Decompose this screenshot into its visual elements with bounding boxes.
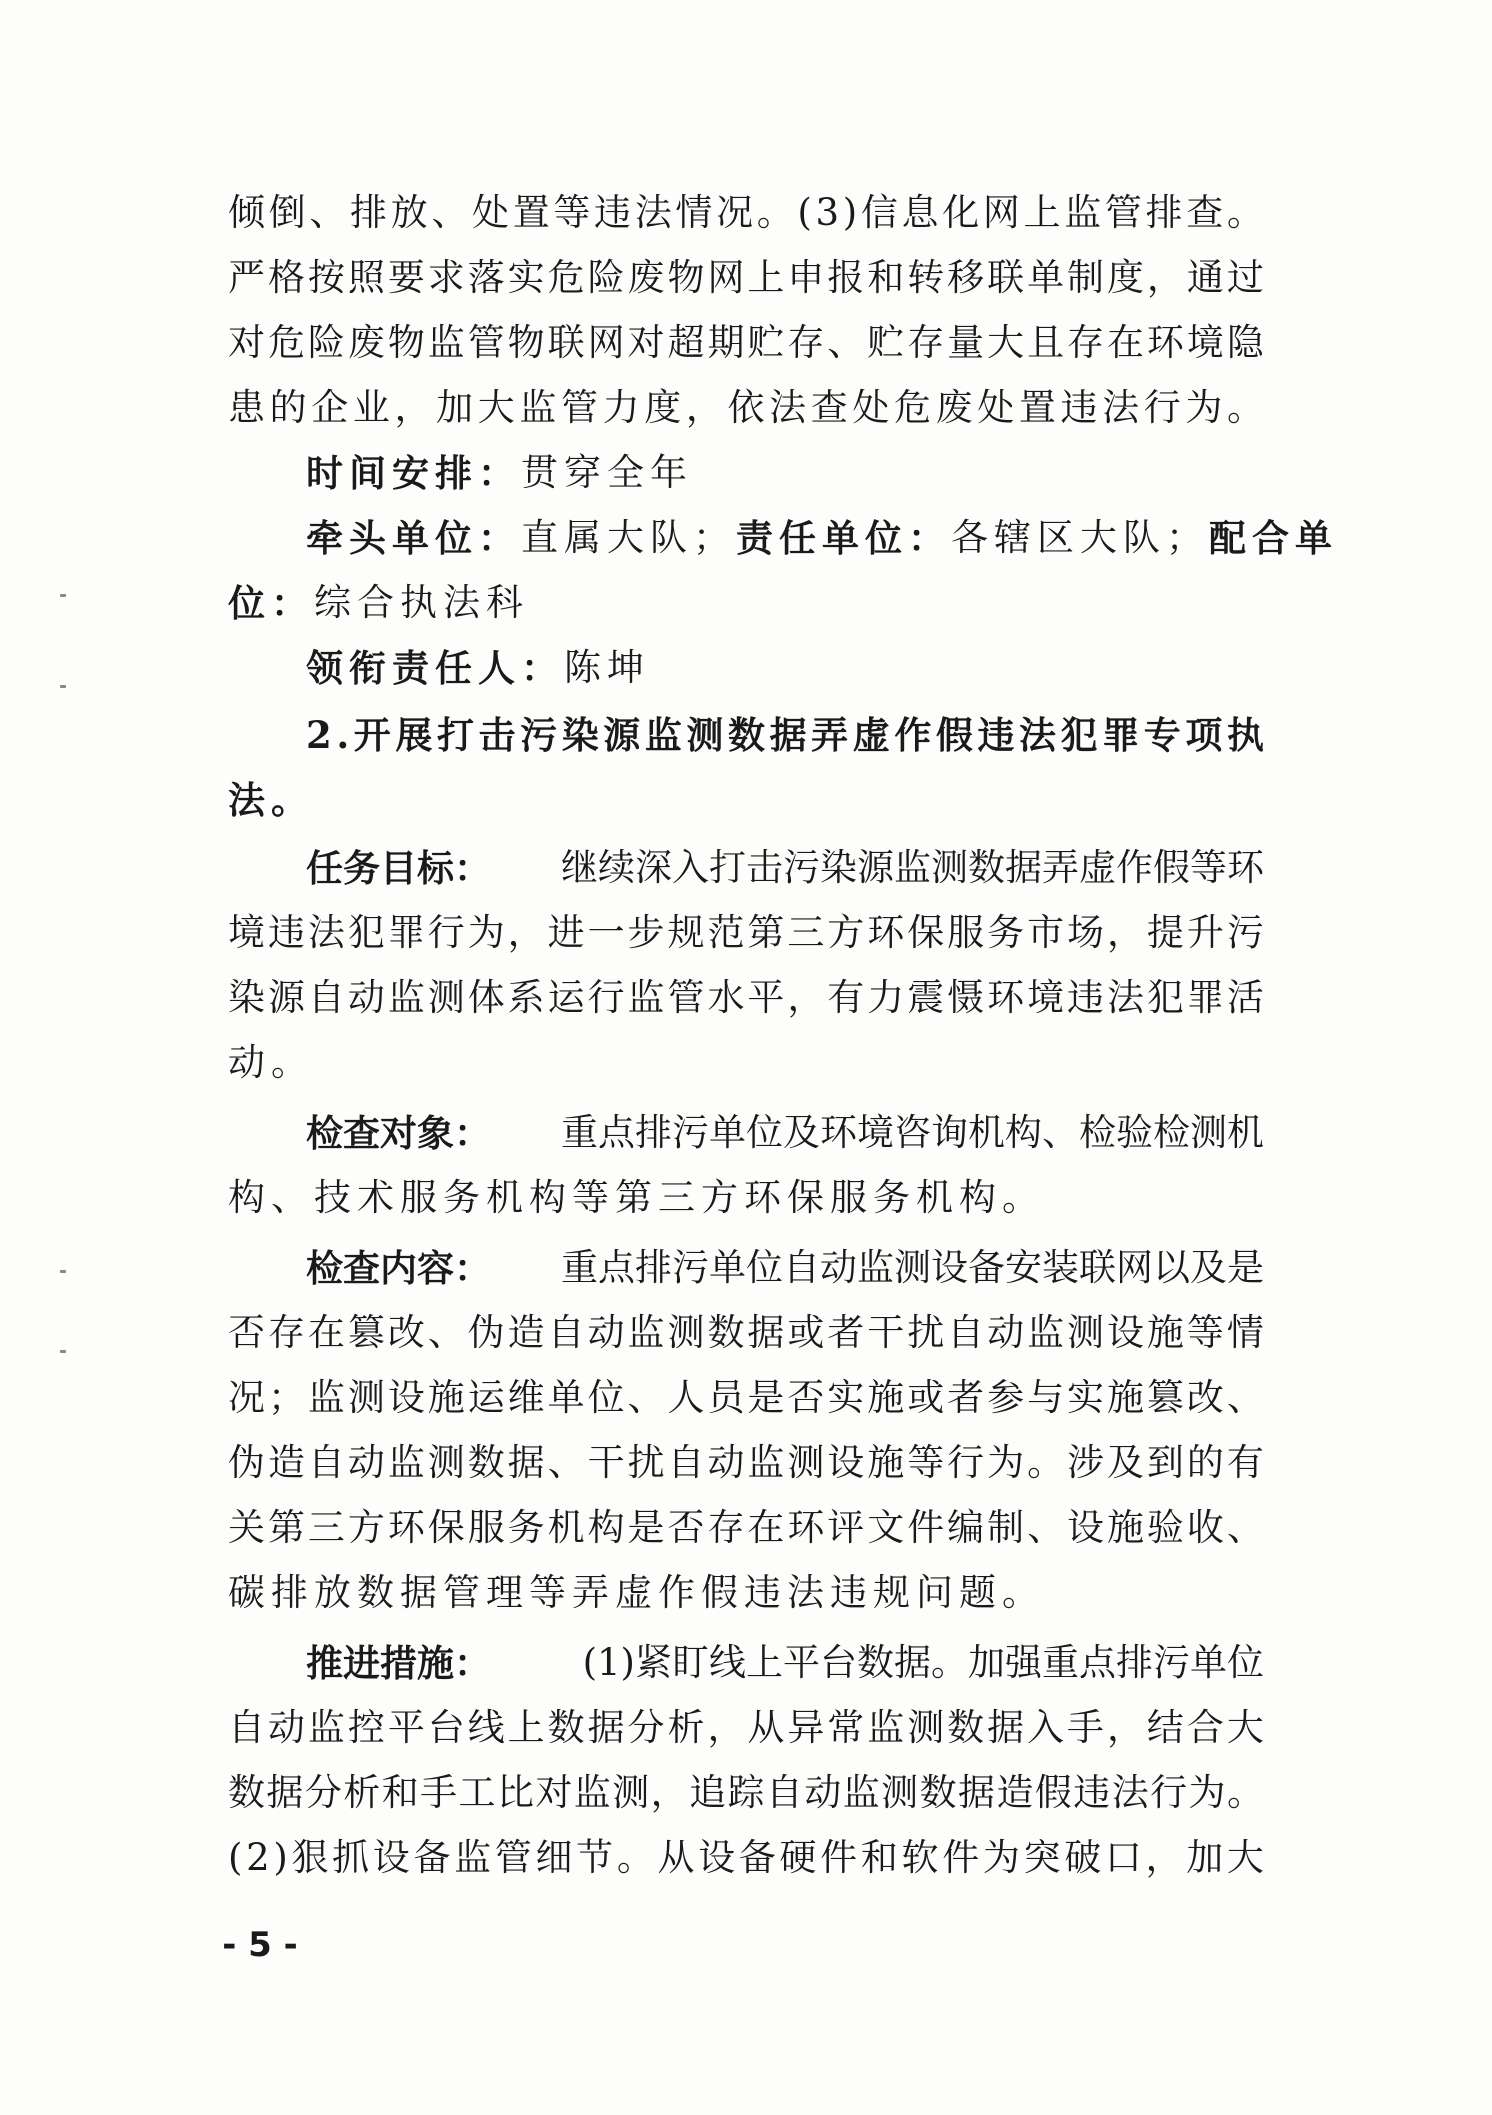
goal-line (306, 840, 1264, 896)
responsible-units (306, 510, 1338, 566)
paragraph-line: 境 违 法 犯 罪 行 为 ， 进 一 步 规 范 第 三 方 环 保 服 务 市 场 ， 提 升 污 (228, 911, 1264, 954)
time-label: 时间安排： (306, 451, 521, 495)
goal-label: 任务目标： (306, 846, 491, 890)
paragraph-line: 自 动 监 控 平 台 线 上 数 据 分 析 ， 从 异 常 监 测 数 据 入 手 ， 结 合 大 (228, 1706, 1264, 1749)
content-text: 重点排污单位自动监测设备安装联网以及是 (561, 1246, 1264, 1289)
binding-mark (60, 1350, 66, 1353)
coop-unit-label: 配合单 (1209, 516, 1338, 560)
paragraph-line: 碳排放数据管理等弄虚作假违法违规问题。 (228, 1571, 1045, 1614)
coop-unit-line (228, 575, 529, 631)
resp-unit-value: 各辖区大队； (951, 516, 1209, 559)
content-label: 检查内容： (306, 1246, 491, 1290)
targets-label: 检查对象： (306, 1111, 491, 1155)
lead-unit-label: 牵头单位： (306, 516, 521, 560)
paragraph-line: 对 危 险 废 物 监 管 物 联 网 对 超 期 贮 存 、 贮 存 量 大 且 存 在 环 境 隐 (228, 321, 1264, 364)
paragraph-line: 构、技术服务机构等第三方环保服务机构。 (228, 1176, 1045, 1219)
paragraph-line: 染 源 自 动 监 测 体 系 运 行 监 管 水 平 ， 有 力 震 慑 环 境 违 法 犯 罪 活 (228, 976, 1264, 1019)
leader-line (306, 640, 650, 696)
section-title-cont: 法。 (228, 778, 314, 822)
time-arrangement (306, 445, 693, 501)
targets-text: 重点排污单位及环境咨询机构、检验检测机 (561, 1111, 1264, 1154)
paragraph-line: 况 ； 监 测 设 施 运 维 单 位 、 人 员 是 否 实 施 或 者 参 与 实 施 篡 改 、 (228, 1376, 1264, 1419)
measures-text: (1)紧盯线上平台数据。加强重点排污单位 (582, 1641, 1264, 1684)
binding-mark (60, 594, 66, 597)
paragraph-line: 患 的 企 业 ， 加 大 监 管 力 度 ， 依 法 查 处 危 废 处 置 违 法 行 为 。 (228, 386, 1264, 429)
binding-mark (60, 1270, 66, 1273)
section-title: 2 . 开 展 打 击 污 染 源 监 测 数 据 弄 虚 作 假 违 法 犯 罪 专 项 执 (306, 713, 1264, 757)
paragraph-line: 伪 造 自 动 监 测 数 据 、 干 扰 自 动 监 测 设 施 等 行 为 。 涉 及 到 的 有 (228, 1441, 1264, 1484)
measures-label: 推进措施： (306, 1641, 491, 1685)
paragraph-line: 严 格 按 照 要 求 落 实 危 险 废 物 网 上 申 报 和 转 移 联 单 制 度 ， 通 过 (228, 256, 1264, 299)
lead-unit-value: 直属大队； (521, 516, 736, 559)
binding-mark (60, 685, 66, 688)
paragraph-line: 数 据 分 析 和 手 工 比 对 监 测 ， 追 踪 自 动 监 测 数 据 造 假 违 法 行 为 。 (228, 1771, 1264, 1814)
paragraph-line: 动。 (228, 1041, 314, 1084)
paragraph-line: 否 存 在 篡 改 、 伪 造 自 动 监 测 数 据 或 者 干 扰 自 动 监 测 设 施 等 情 (228, 1311, 1264, 1354)
goal-text: 继续深入打击污染源监测数据弄虚作假等环 (561, 846, 1264, 889)
leader-label: 领衔责任人： (306, 646, 564, 690)
content-line (306, 1240, 1264, 1296)
coop-unit-label-cont: 位： (228, 581, 314, 625)
page-number: - 5 - (222, 1925, 298, 1965)
measures-line (306, 1635, 1264, 1691)
time-value: 贯穿全年 (521, 451, 693, 494)
targets-line (306, 1105, 1264, 1161)
paragraph-line: 关 第 三 方 环 保 服 务 机 构 是 否 存 在 环 评 文 件 编 制 、 设 施 验 收 、 (228, 1506, 1264, 1549)
coop-unit-value: 综合执法科 (314, 581, 529, 624)
resp-unit-label: 责任单位： (736, 516, 951, 560)
paragraph-line: ( 2 ) 狠 抓 设 备 监 管 细 节 。 从 设 备 硬 件 和 软 件 为 突 破 口 ， 加 大 (228, 1836, 1264, 1879)
leader-value: 陈坤 (564, 646, 650, 689)
paragraph-line: 倾 倒 、 排 放 、 处 置 等 违 法 情 况 。 ( 3 ) 信 息 化 网 上 监 管 排 查 。 (228, 191, 1264, 234)
